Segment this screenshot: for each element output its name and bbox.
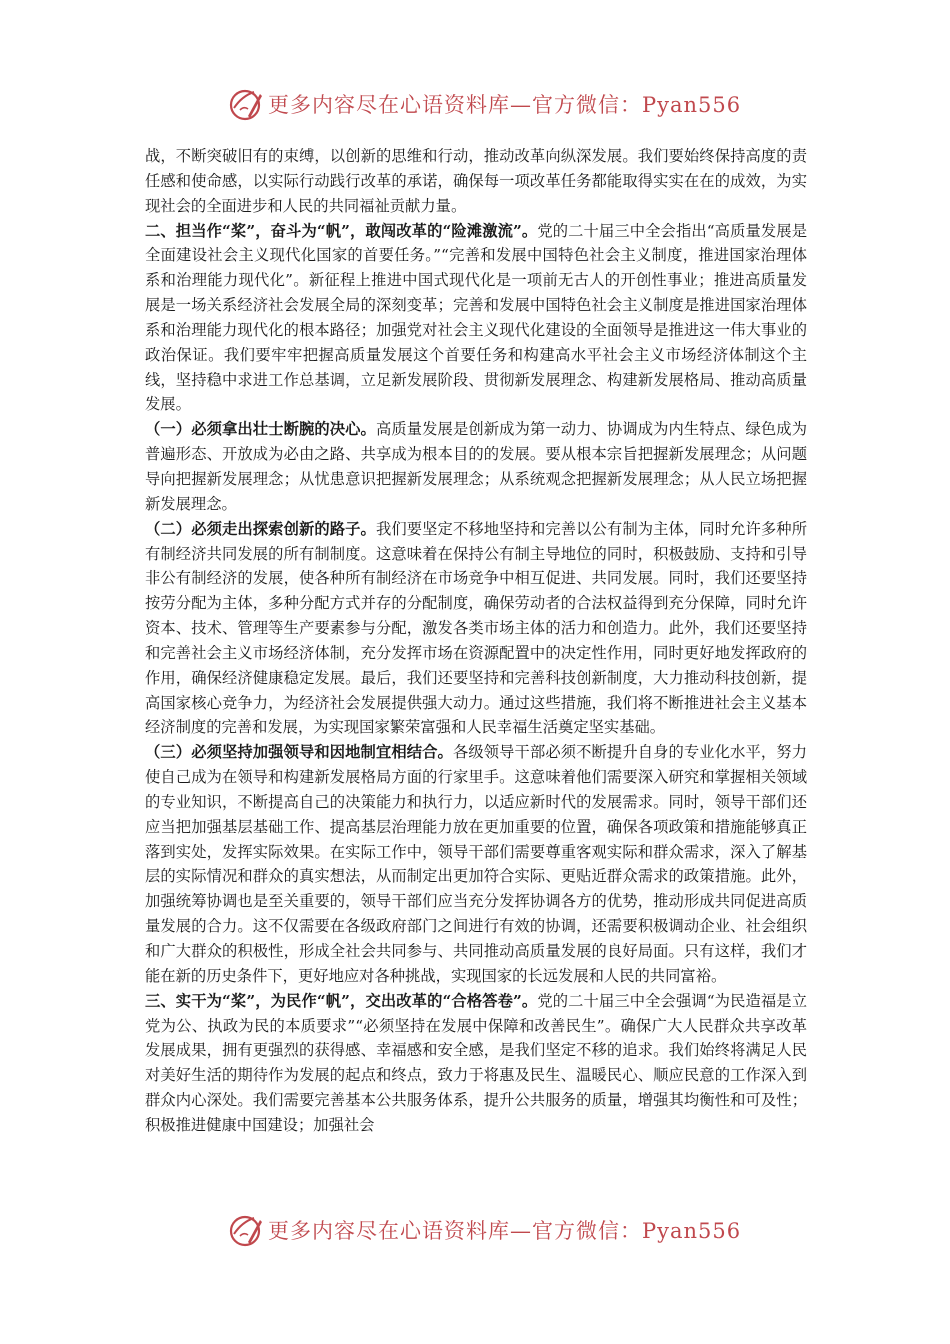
document-body [145, 144, 807, 1138]
paragraph-5 [145, 740, 807, 988]
paragraph-4 [145, 517, 807, 741]
paragraph-3 [145, 417, 807, 516]
paragraph-6-text: 党的二十届三中全会强调“为民造福是立党为公、执政为民的本质要求”“必须坚持在发展中保障和改善民生”。确保广大人民群众共享改革发展成果，拥有更强烈的获得感、幸福感和安全感，是我们坚定不移的追求。我们始终将满足人民对美好生活的期待作为发展的起点和终点，致力于将惠及民生、温暖民心、顺应民意的工作深入到群众内心深处。我们需要完善基本公共服务体系，提升公共服务的质量，增强其均衡性和可及性；积极推进健康中国建设；加强社会 [145, 991, 807, 1134]
banner-text: 更多内容尽在心语资料库—官方微信：Pyan556 [268, 1219, 742, 1243]
paragraph-2-text: 党的二十届三中全会指出“高质量发展是全面建设社会主义现代化国家的首要任务。”“完善和发展中国特色社会主义制度，推进国家治理体系和治理能力现代化”。新征程上推进中国式现代化是一项前无古人的开创性事业；推进高质量发展是一场关系经济社会发展全局的深刻变革；完善和发展中国特色社会主义制度是推进国家治理体系和治理能力现代化的根本路径；加强党对社会主义现代化建设的全面领导是推进这一伟大事业的政治保证。我们要牢牢把握高质量发展这个首要任务和构建高水平社会主义市场经济体制这个主线，坚持稳中求进工作总基调，立足新发展阶段、贯彻新发展理念、构建新发展格局、推动高质量发展。 [145, 221, 807, 414]
paragraph-6 [145, 989, 807, 1138]
banner-text: 更多内容尽在心语资料库—官方微信：Pyan556 [268, 93, 742, 117]
paragraph-3-text: 高质量发展是创新成为第一动力、协调成为内生特点、绿色成为普遍形态、开放成为必由之路、共享成为根本目的的发展。要从根本宗旨把握新发展理念；从问题导向把握新发展理念；从忧患意识把握新发展理念；从系统观念把握新发展理念；从人民立场把握新发展理念。 [145, 420, 807, 513]
section-3-heading: 三、实干为“桨”，为民作“帆”，交出改革的“合格答卷”。 [145, 991, 538, 1010]
section-2-heading: 二、担当作“桨”，奋斗为“帆”，敢闯改革的“险滩激流”。 [145, 221, 538, 240]
header-banner [228, 84, 741, 124]
footer-banner [228, 1210, 741, 1250]
subsection-1-heading: （一）必须拿出壮士断腕的决心。 [145, 420, 376, 439]
pen-logo-icon [228, 86, 264, 122]
paragraph-5-text: 各级领导干部必须不断提升自身的专业化水平，努力使自己成为在领导和构建新发展格局方面的行家里手。这意味着他们需要深入研究和掌握相关领域的专业知识，不断提高自己的决策能力和执行力，以适应新时代的发展需求。同时，领导干部们还应当把加强基层基础工作、提高基层治理能力放在更加重要的位置，确保各项政策和措施能够真正落到实处，发挥实际效果。在实际工作中，领导干部们需要尊重客观实际和群众需求，深入了解基层的实际情况和群众的真实想法，从而制定出更加符合实际、更贴近群众需求的政策措施。此外，加强统筹协调也是至关重要的，领导干部们应当充分发挥协调各方的优势，推动形成共同促进高质量发展的合力。这不仅需要在各级政府部门之间进行有效的协调，还需要积极调动企业、社会组织和广大群众的积极性，形成全社会共同参与、共同推动高质量发展的良好局面。只有这样，我们才能在新的历史条件下，更好地应对各种挑战，实现国家的长远发展和人民的共同富裕。 [145, 743, 807, 985]
paragraph-2 [145, 219, 807, 418]
paragraph-4-text: 我们要坚定不移地坚持和完善以公有制为主体，同时允许多种所有制经济共同发展的所有制制度。这意味着在保持公有制主导地位的同时，积极鼓励、支持和引导非公有制经济的发展，使各种所有制经济在市场竞争中相互促进、共同发展。同时，我们还要坚持按劳分配为主体，多种分配方式并存的分配制度，确保劳动者的合法权益得到充分保障，同时允许资本、技术、管理等生产要素参与分配，激发各类市场主体的活力和创造力。此外，我们还要坚持和完善社会主义市场经济体制，充分发挥市场在资源配置中的决定性作用，同时更好地发挥政府的作用，确保经济健康稳定发展。最后，我们还要坚持和完善科技创新制度，大力推动科技创新，提高国家核心竞争力，为经济社会发展提供强大动力。通过这些措施，我们将不断推进社会主义基本经济制度的完善和发展，为实现国家繁荣富强和人民幸福生活奠定坚实基础。 [145, 519, 807, 737]
subsection-2-heading: （二）必须走出探索创新的路子。 [145, 519, 376, 538]
pen-logo-icon [228, 1212, 264, 1248]
paragraph-1 [145, 144, 807, 219]
subsection-3-heading: （三）必须坚持加强领导和因地制宜相结合。 [145, 743, 453, 762]
paragraph-1-text: 战，不断突破旧有的束缚，以创新的思维和行动，推动改革向纵深发展。我们要始终保持高度的责任感和使命感，以实际行动践行改革的承诺，确保每一项改革任务都能取得实实在在的成效，为实现社会的全面进步和人民的共同福祉贡献力量。 [145, 147, 807, 215]
